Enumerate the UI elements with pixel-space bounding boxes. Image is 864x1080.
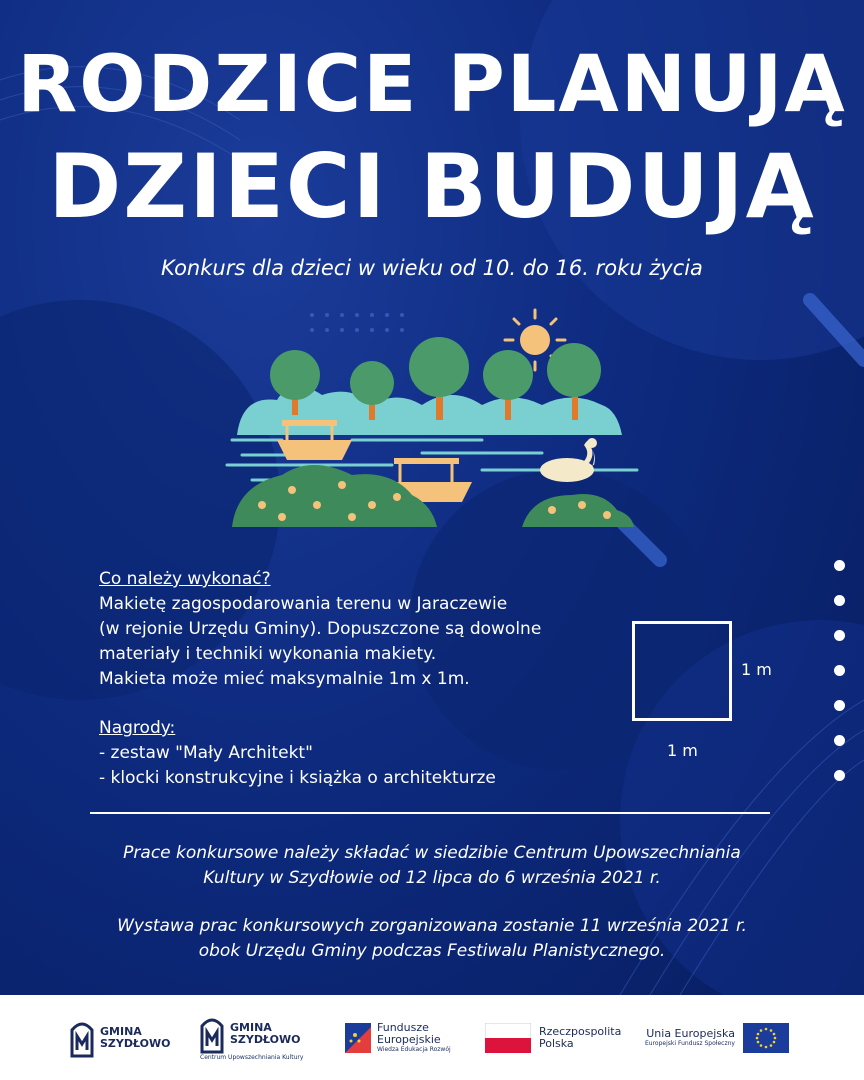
logo-text: Europejskie [377, 1033, 441, 1046]
park-illustration [222, 305, 642, 535]
logo-text: GMINA [230, 1021, 272, 1034]
info-line: Kultury w Szydłowie od 12 lipca do 6 września 2021 r. [203, 868, 661, 888]
logo-text: Unia Europejska [646, 1027, 735, 1040]
task-line: Makieta może mieć maksymalnie 1m x 1m. [99, 669, 470, 689]
info-line: Prace konkursowe należy składać w siedzibie Centrum Upowszechniania [123, 843, 741, 863]
prize-line: - zestaw "Mały Architekt" [99, 743, 313, 763]
logo-text: Fundusze [377, 1021, 429, 1034]
logo-fundusze-europejskie [345, 995, 451, 1080]
task-line: materiały i techniki wykonania makiety. [99, 644, 437, 664]
logo-unia-europejska [645, 995, 789, 1080]
dot [834, 560, 845, 571]
dimension-label-right: 1 m [741, 660, 772, 679]
task-line: Makietę zagospodarowania terenu w Jaraczewie [99, 594, 508, 614]
task-heading: Co należy wykonać? [99, 569, 271, 589]
task-line: (w rejonie Urzędu Gminy). Dopuszczone są dowolne [99, 619, 542, 639]
subtitle: Konkurs dla dzieci w wieku od 10. do 16. roku życia [161, 256, 703, 280]
divider [90, 812, 770, 814]
logo-rzeczpospolita-polska [485, 995, 621, 1080]
poland-flag-icon [485, 1023, 531, 1053]
logo-text: Rzeczpospolita [539, 1024, 622, 1038]
prize-line: - klocki konstrukcyjne i książka o architekturze [99, 768, 496, 788]
logo-gmina-szydlowo [70, 995, 171, 1080]
prizes-section [99, 716, 496, 791]
title-line-2: DZIECI BUDUJĄ [48, 135, 816, 238]
eu-funds-icon [345, 1023, 371, 1053]
info-exhibition [60, 914, 804, 964]
logo-text: GMINA [100, 1024, 142, 1038]
eu-flag-icon [743, 1023, 789, 1053]
logo-text: SZYDŁOWO [230, 1033, 301, 1046]
title-line-1: RODZICE PLANUJĄ [17, 40, 847, 130]
decorative-dots [834, 560, 845, 805]
task-section [99, 567, 541, 692]
dot [834, 595, 845, 606]
logo-text: SZYDŁOWO [100, 1036, 171, 1050]
dot [834, 770, 845, 781]
dot [834, 700, 845, 711]
dimension-label-bottom: 1 m [667, 741, 698, 760]
gmina-crest-icon [70, 1018, 94, 1058]
footer-logos [0, 995, 864, 1080]
prizes-heading: Nagrody: [99, 718, 176, 738]
logo-sub: Centrum Upowszechniania Kultury [200, 1054, 304, 1061]
logo-sub: Europejski Fundusz Społeczny [645, 1040, 735, 1047]
logo-sub: Wiedza Edukacja Rozwój [377, 1046, 451, 1053]
info-line: obok Urzędu Gminy podczas Festiwalu Planistycznego. [198, 941, 666, 961]
gmina-crest-icon [200, 1014, 224, 1054]
dot [834, 665, 845, 676]
info-line: Wystawa prac konkursowych zorganizowana zostanie 11 września 2021 r. [117, 916, 747, 936]
dimension-square [632, 621, 732, 721]
dot [834, 735, 845, 746]
info-submission [60, 841, 804, 891]
dot [834, 630, 845, 641]
swan-icon [540, 438, 597, 482]
logo-text: Polska [539, 1036, 574, 1050]
logo-centrum-kultury [200, 995, 303, 1080]
